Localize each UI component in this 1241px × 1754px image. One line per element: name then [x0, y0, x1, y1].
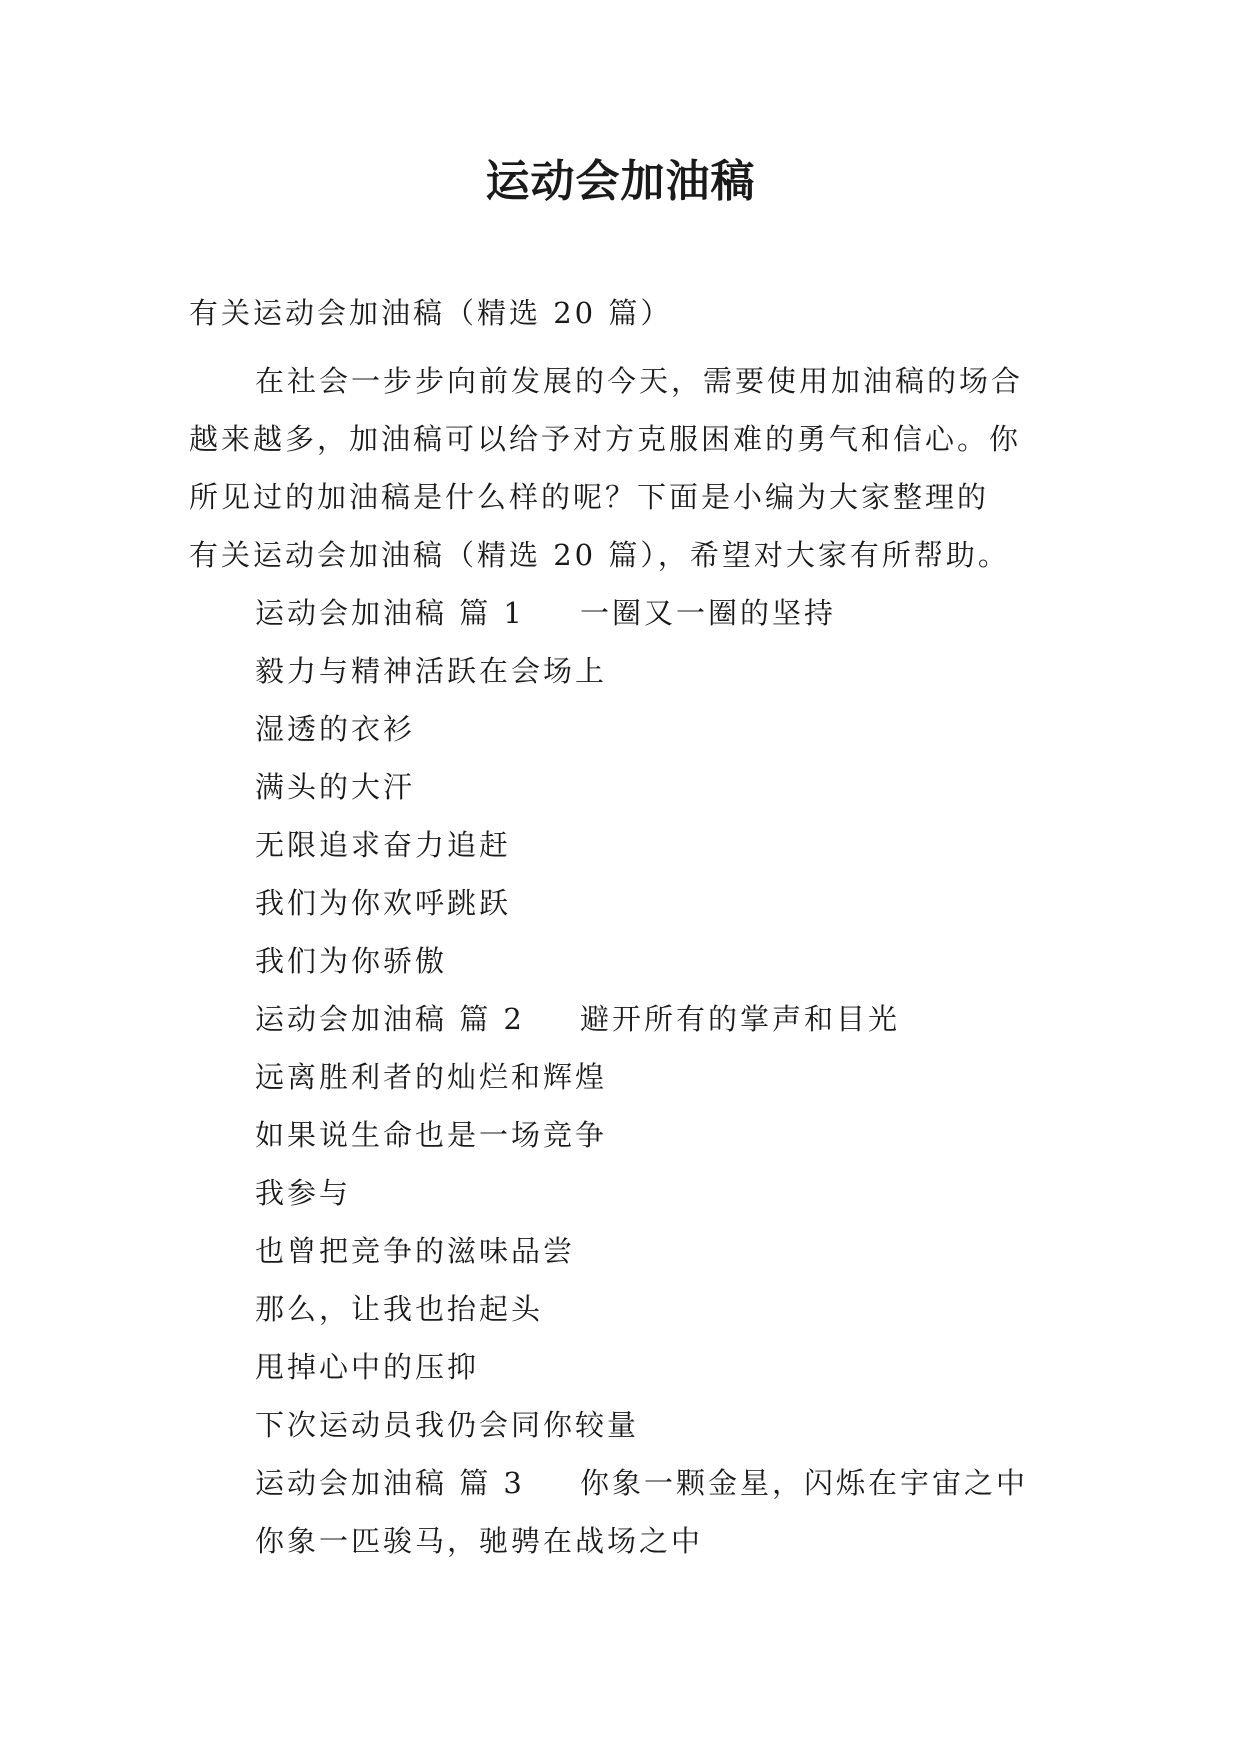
section-heading-row [255, 584, 1028, 642]
section-heading-row [255, 1454, 1028, 1512]
poem-line: 满头的大汗 [255, 770, 416, 804]
document-subtitle: 有关运动会加油稿（精选 20 篇） [189, 296, 673, 330]
poem-line: 甩掉心中的压抑 [255, 1350, 480, 1384]
poem-line: 你象一颗金星，闪烁在宇宙之中 [580, 1466, 1029, 1500]
poem-line: 我们为你欢呼跳跃 [255, 886, 512, 920]
intro-line: 在社会一步步向前发展的今天，需要使用加油稿的场合 [255, 364, 1024, 398]
page-title: 运动会加油稿 [485, 156, 756, 207]
poem-line: 那么，让我也抬起头 [255, 1292, 544, 1326]
poem-line: 湿透的衣衫 [255, 712, 416, 746]
intro-line: 越来越多，加油稿可以给予对方克服困难的勇气和信心。你 [189, 422, 1022, 456]
intro-paragraph [189, 352, 1059, 584]
poem-line: 如果说生命也是一场竞争 [255, 1118, 608, 1152]
intro-line: 所见过的加油稿是什么样的呢？下面是小编为大家整理的 [189, 480, 990, 514]
section-heading: 运动会加油稿 篇 3 [255, 1466, 525, 1500]
poem-line: 也曾把竞争的滋味品尝 [255, 1234, 576, 1268]
poem-body [255, 584, 1028, 1570]
intro-line: 有关运动会加油稿（精选 20 篇），希望对大家有所帮助。 [189, 538, 1010, 572]
poem-line: 我参与 [255, 1176, 352, 1210]
poem-line: 避开所有的掌声和目光 [580, 1002, 901, 1036]
poem-line: 我们为你骄傲 [255, 944, 448, 978]
poem-line: 远离胜利者的灿烂和辉煌 [255, 1060, 608, 1094]
poem-line: 你象一匹骏马，驰骋在战场之中 [255, 1524, 704, 1558]
section-heading: 运动会加油稿 篇 2 [255, 1002, 525, 1036]
poem-line: 一圈又一圈的坚持 [580, 596, 837, 630]
section-heading-row [255, 990, 1028, 1048]
poem-line: 毅力与精神活跃在会场上 [255, 654, 608, 688]
poem-line: 无限追求奋力追赶 [255, 828, 512, 862]
section-heading: 运动会加油稿 篇 1 [255, 596, 525, 630]
poem-line: 下次运动员我仍会同你较量 [255, 1408, 640, 1442]
